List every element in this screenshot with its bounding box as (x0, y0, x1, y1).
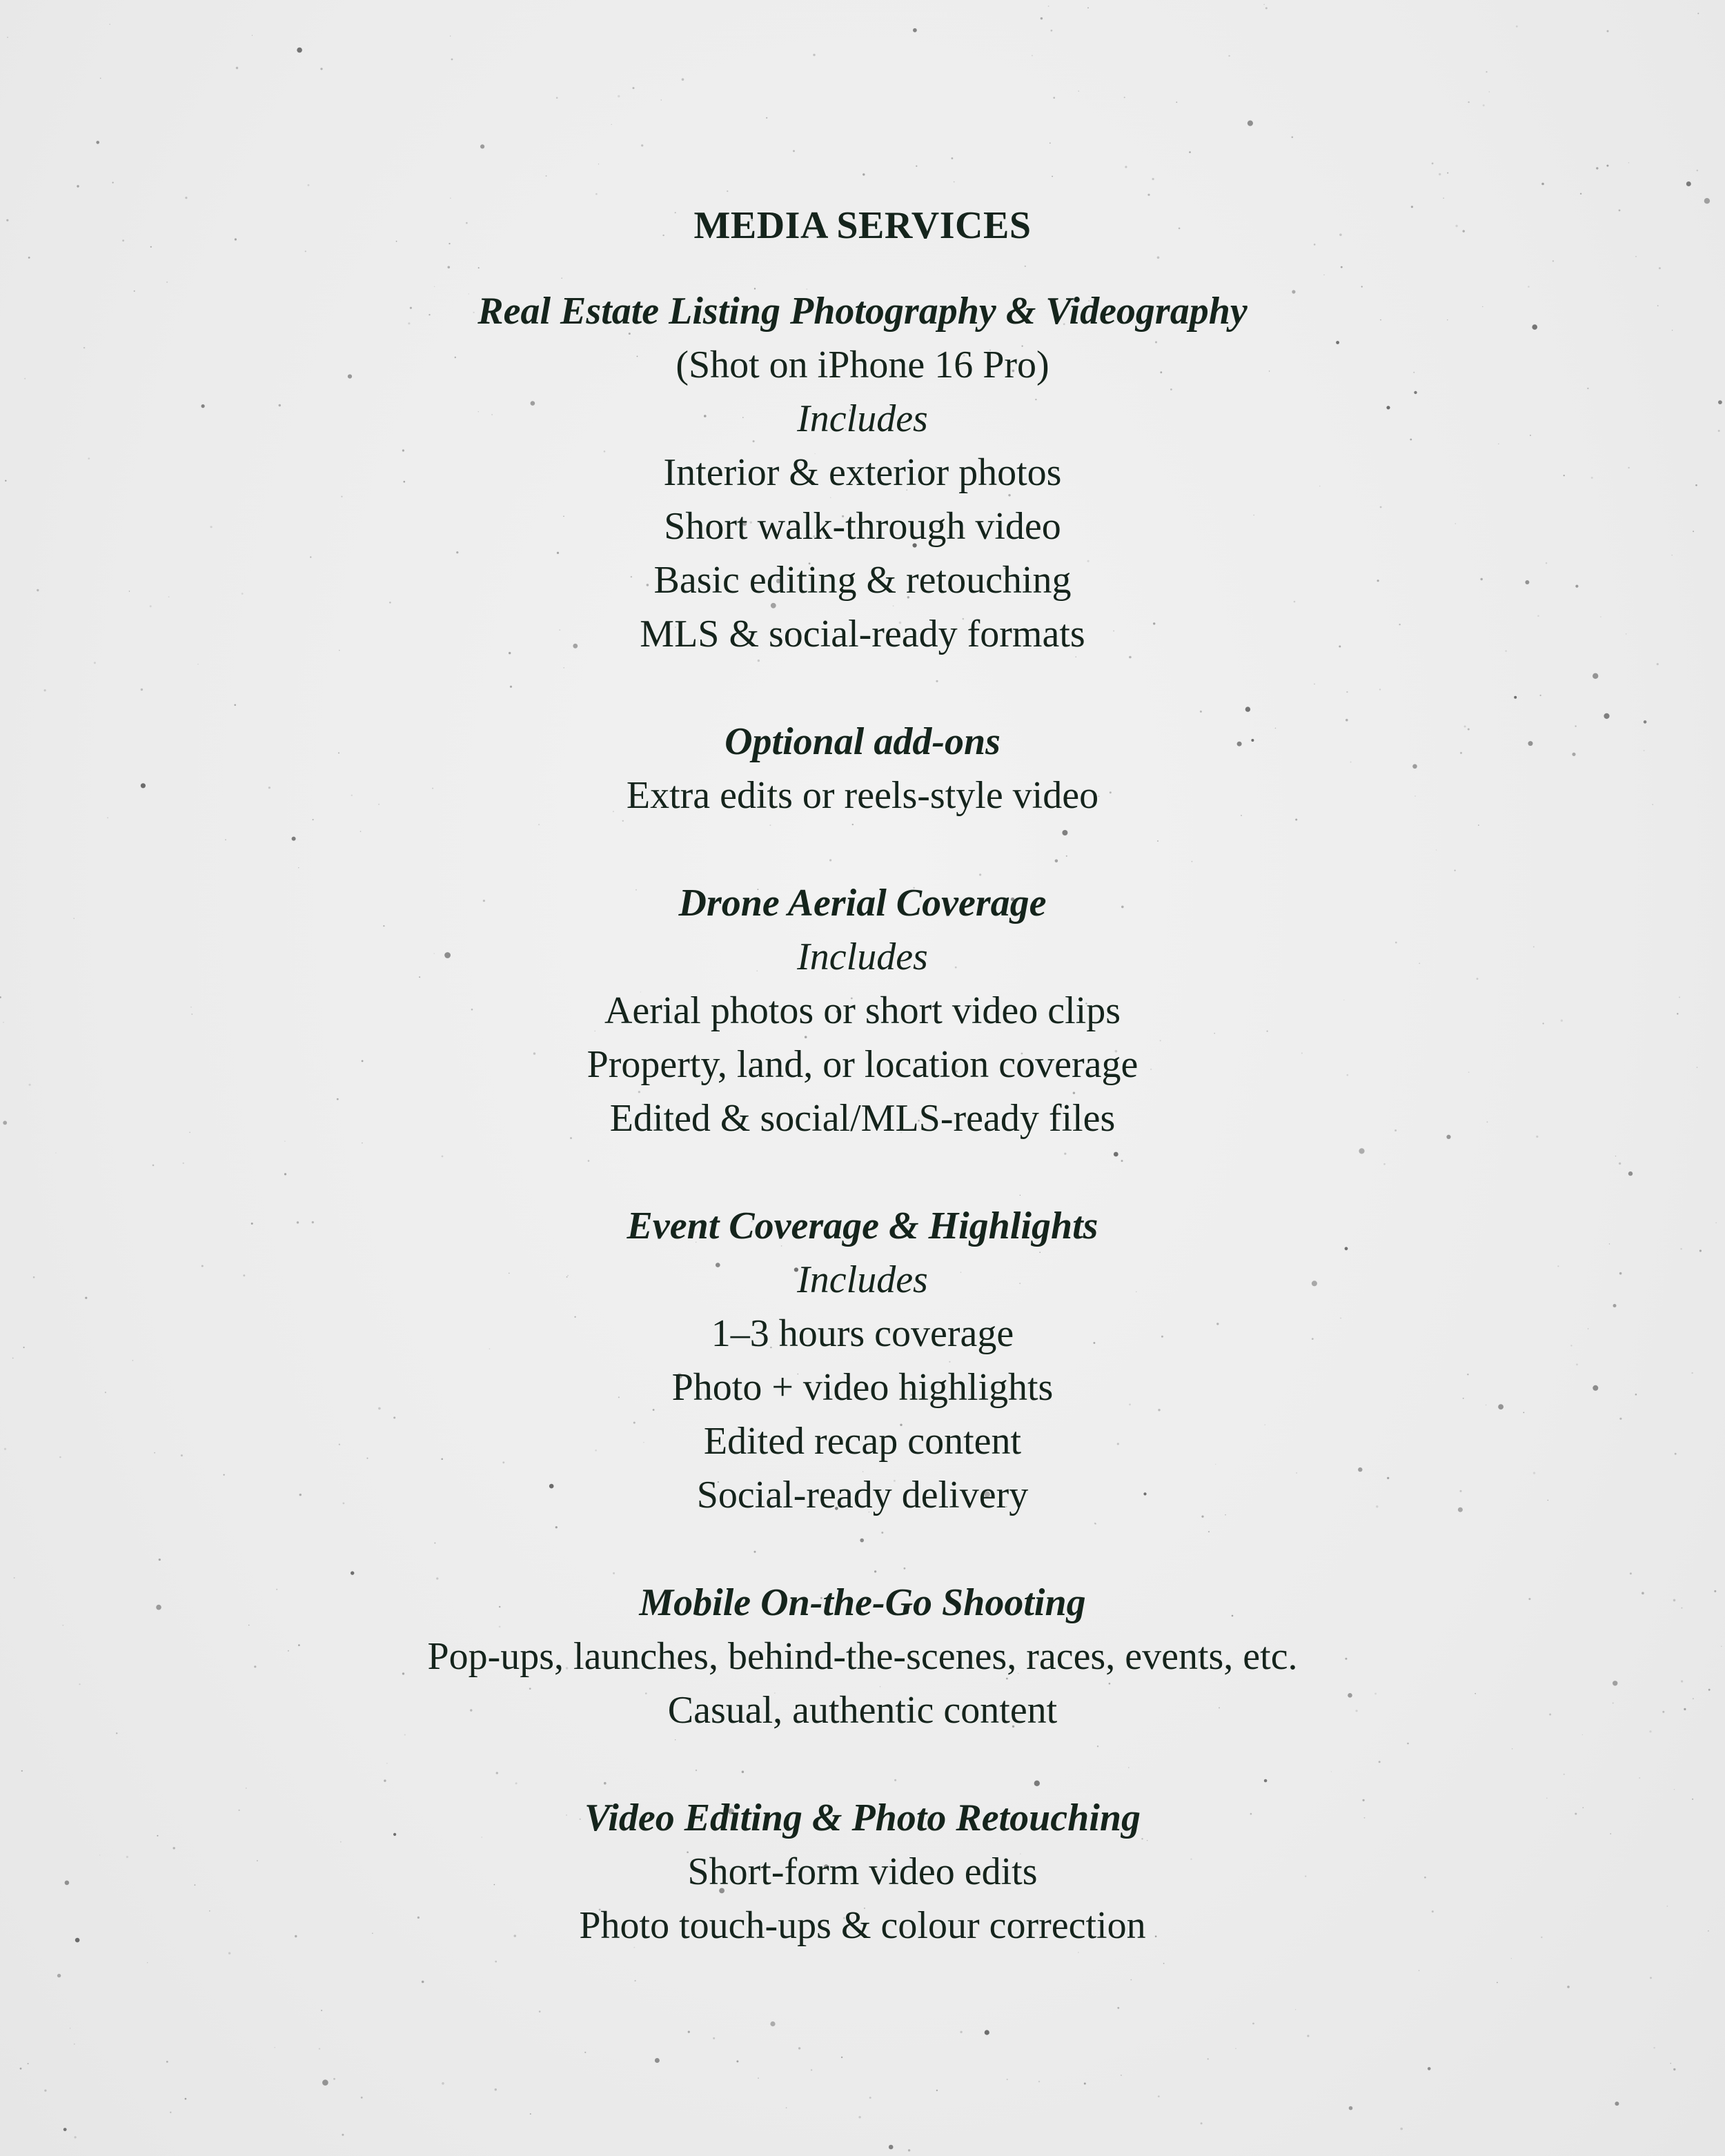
list-item: Edited recap content (703, 1420, 1022, 1463)
section-heading-real-estate: Real Estate Listing Photography & Videography (477, 290, 1248, 333)
list-item: Property, land, or location coverage (586, 1043, 1138, 1086)
list-item: Photo + video highlights (671, 1366, 1054, 1409)
list-item: Extra edits or reels-style video (626, 774, 1099, 817)
list-item: Pop-ups, launches, behind-the-scenes, races, events, etc. (427, 1635, 1298, 1678)
list-item: Short-form video edits (687, 1850, 1038, 1893)
list-item: MLS & social-ready formats (640, 613, 1085, 655)
includes-label: Includes (797, 1258, 928, 1301)
list-item: Photo touch-ups & colour correction (579, 1904, 1146, 1947)
list-item: Edited & social/MLS-ready files (609, 1097, 1116, 1140)
section-heading-event: Event Coverage & Highlights (627, 1205, 1098, 1247)
page-title: MEDIA SERVICES (693, 204, 1032, 247)
list-item: Short walk-through video (664, 505, 1061, 548)
section-heading-drone: Drone Aerial Coverage (678, 882, 1047, 924)
list-item: Casual, authentic content (667, 1689, 1058, 1732)
list-item: Social-ready delivery (696, 1474, 1029, 1516)
includes-label: Includes (797, 936, 928, 978)
includes-label: Includes (797, 397, 928, 440)
section-note-iphone: (Shot on iPhone 16 Pro) (676, 344, 1049, 386)
list-item: Basic editing & retouching (653, 559, 1072, 602)
list-item: Aerial photos or short video clips (604, 989, 1121, 1032)
section-heading-mobile: Mobile On-the-Go Shooting (639, 1581, 1086, 1624)
list-item: 1–3 hours coverage (711, 1312, 1014, 1355)
section-heading-optional-addons: Optional add-ons (724, 720, 1000, 763)
section-heading-editing: Video Editing & Photo Retouching (584, 1797, 1141, 1839)
list-item: Interior & exterior photos (663, 451, 1062, 494)
